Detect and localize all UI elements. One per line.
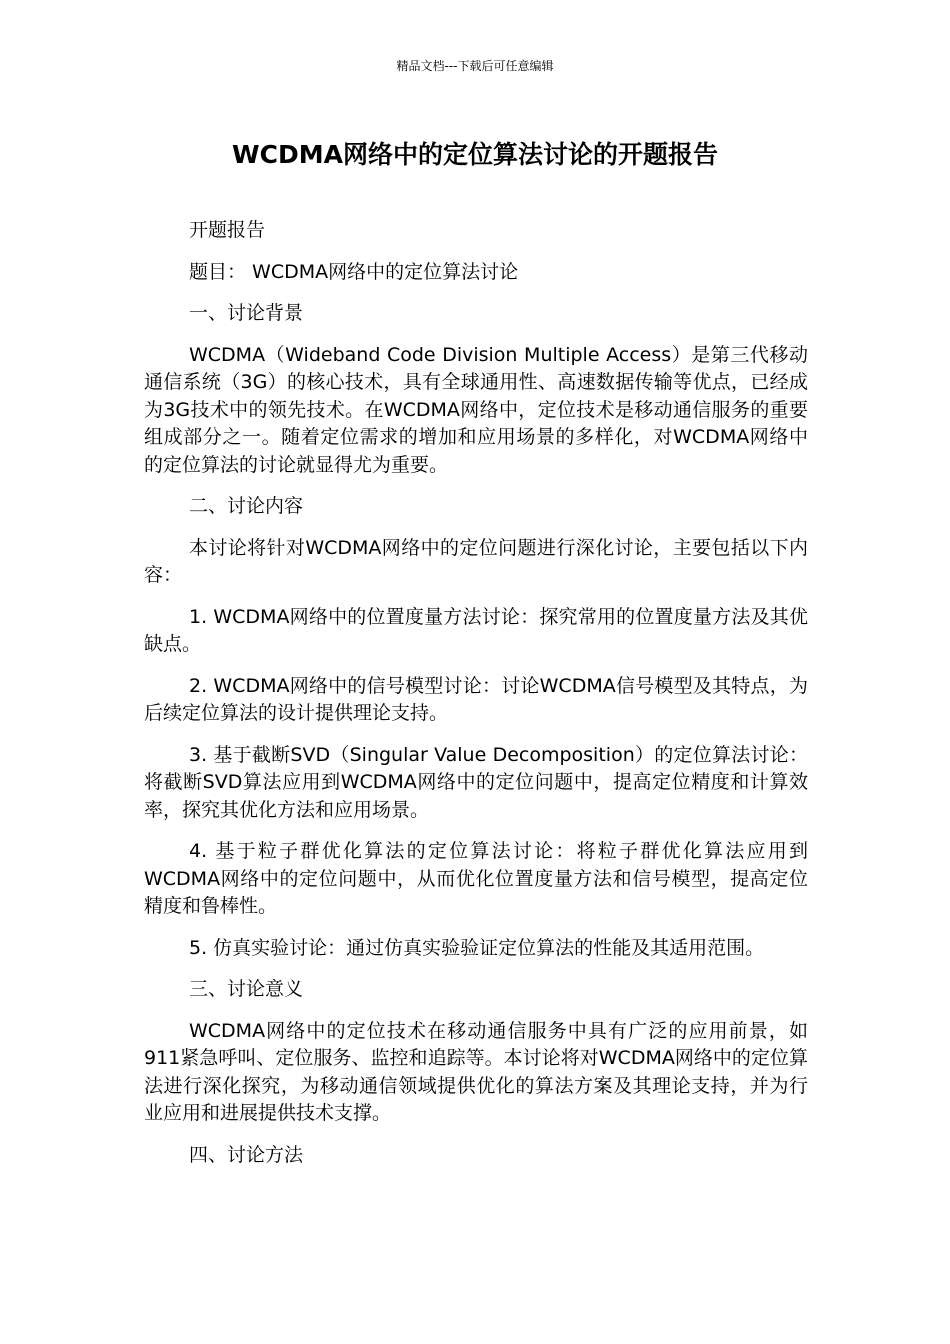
content-item-5: 5. 仿真实验讨论：通过仿真实验验证定位算法的性能及其适用范围。: [189, 936, 765, 959]
section-heading-background: 一、讨论背景: [189, 302, 304, 324]
document-body: [144, 217, 808, 1183]
report-topic: 题目： WCDMA网络中的定位算法讨论: [189, 260, 519, 283]
section-heading-significance: 三、讨论意义: [189, 978, 304, 1000]
content-item-4: 4. 基于粒子群优化算法的定位算法讨论：将粒子群优化算法应用到WCDMA网络中的定位问题中，从而优化位置度量方法和信号模型，提高定位精度和鲁棒性。: [144, 840, 808, 917]
content-item-1: 1. WCDMA网络中的位置度量方法讨论：探究常用的位置度量方法及其优缺点。: [144, 605, 808, 655]
content-intro-paragraph: 本讨论将针对WCDMA网络中的定位问题进行深化讨论，主要包括以下内容：: [144, 536, 808, 586]
background-paragraph: WCDMA（Wideband Code Division Multiple Access）是第三代移动通信系统（3G）的核心技术，具有全球通用性、高速数据传输等优点，已经成为3G技术中的领先技术。在WCDMA网络中，定位技术是移动通信服务的重要组成部分之一。随着定位需求的增加和应用场景的多样化，对WCDMA网络中的定位算法的讨论就显得尤为重要。: [144, 343, 808, 476]
significance-paragraph: WCDMA网络中的定位技术在移动通信服务中具有广泛的应用前景，如911紧急呼叫、定位服务、监控和追踪等。本讨论将对WCDMA网络中的定位算法进行深化探究，为移动通信领域提供优化的算法方案及其理论支持，并为行业应用和进展提供技术支撑。: [144, 1019, 808, 1124]
content-item-3: 3. 基于截断SVD（Singular Value Decomposition）的定位算法讨论：将截断SVD算法应用到WCDMA网络中的定位问题中，提高定位精度和计算效率，探究其优化方法和应用场景。: [144, 743, 808, 821]
document-title: WCDMA网络中的定位算法讨论的开题报告: [232, 140, 718, 169]
content-item-2: 2. WCDMA网络中的信号模型讨论：讨论WCDMA信号模型及其特点，为后续定位算法的设计提供理论支持。: [144, 674, 808, 724]
section-heading-method: 四、讨论方法: [189, 1143, 304, 1166]
report-label: 开题报告: [189, 219, 266, 241]
page-header: 精品文档---下载后可任意编辑: [396, 59, 554, 73]
section-heading-content: 二、讨论内容: [189, 495, 304, 517]
